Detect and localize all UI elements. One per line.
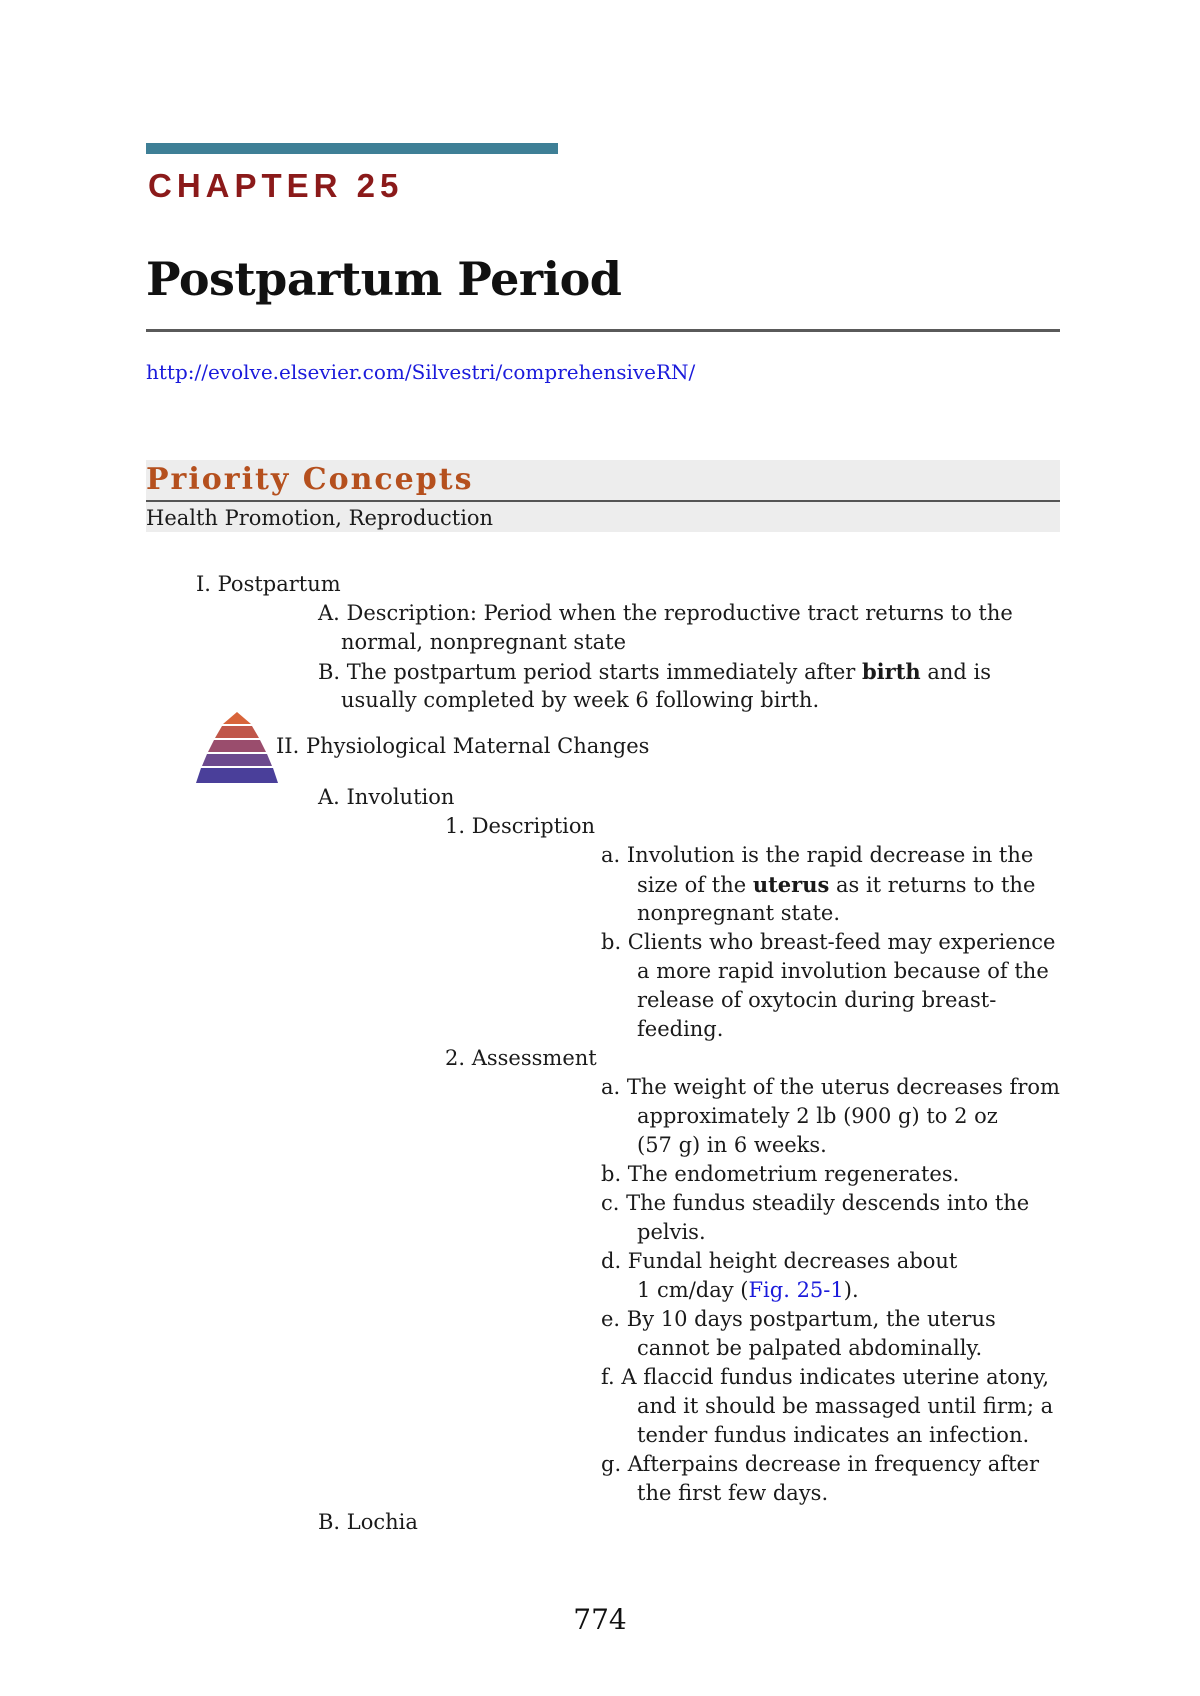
outline-item xyxy=(318,661,991,683)
outline-item: c. The fundus steadily descends into the xyxy=(601,1191,1030,1215)
outline-item-continuation: feeding. xyxy=(637,1017,724,1041)
text-fragment: B. The postpartum period starts immediately after xyxy=(318,660,862,684)
outline-subheading: 1. Description xyxy=(445,814,596,838)
outline-item-continuation: approximately 2 lb (900 g) to 2 oz xyxy=(637,1104,998,1128)
outline-item-continuation: (57 g) in 6 weeks. xyxy=(637,1133,827,1157)
bold-term: uterus xyxy=(752,872,830,897)
outline-item-continuation: cannot be palpated abdominally. xyxy=(637,1336,983,1360)
chapter-label: CHAPTER 25 xyxy=(148,167,404,204)
outline-item-continuation: and it should be massaged until firm; a xyxy=(637,1394,1054,1418)
outline-item: e. By 10 days postpartum, the uterus xyxy=(601,1307,996,1331)
outline-item: f. A flaccid fundus indicates uterine atony, xyxy=(601,1365,1049,1389)
outline-item-continuation: nonpregnant state. xyxy=(637,901,841,925)
outline-item: A. Description: Period when the reproductive tract returns to the xyxy=(318,601,1013,625)
outline-item-continuation: tender fundus indicates an infection. xyxy=(637,1423,1030,1447)
text-fragment: ). xyxy=(843,1278,859,1302)
chapter-title: Postpartum Period xyxy=(146,252,622,306)
outline-item-continuation: normal, nonpregnant state xyxy=(341,630,627,654)
figure-reference-link[interactable]: Fig. 25-1 xyxy=(748,1278,844,1302)
bold-term: birth xyxy=(861,659,921,684)
page-number: 774 xyxy=(573,1603,627,1636)
text-fragment: and is xyxy=(920,660,992,684)
outline-item: b. Clients who breast-feed may experience xyxy=(601,930,1056,954)
outline-item: A. Involution xyxy=(318,785,455,809)
priority-concepts-heading: Priority Concepts xyxy=(146,462,474,497)
outline-item-continuation: the first few days. xyxy=(637,1481,829,1505)
outline-item: d. Fundal height decreases about xyxy=(601,1249,958,1273)
section-heading: I. Postpartum xyxy=(196,572,341,596)
outline-item-continuation xyxy=(637,874,1035,896)
text-fragment: size of the xyxy=(637,873,753,897)
priority-concepts-divider xyxy=(146,500,1060,502)
section-heading: II. Physiological Maternal Changes xyxy=(276,734,650,758)
outline-item-continuation xyxy=(637,1280,859,1301)
outline-item: g. Afterpains decrease in frequency after xyxy=(601,1452,1039,1476)
outline-item: a. The weight of the uterus decreases from xyxy=(601,1075,1060,1099)
priority-concepts-list: Health Promotion, Reproduction xyxy=(146,506,494,530)
title-divider xyxy=(146,329,1060,332)
outline-item-continuation: pelvis. xyxy=(637,1220,706,1244)
text-fragment: as it returns to the xyxy=(829,873,1036,897)
chapter-accent-bar xyxy=(146,143,558,154)
text-fragment: 1 cm/day ( xyxy=(637,1278,749,1302)
evolve-url-link[interactable]: http://evolve.elsevier.com/Silvestri/comprehensiveRN/ xyxy=(146,360,696,384)
outline-item: B. Lochia xyxy=(318,1510,418,1534)
outline-subheading: 2. Assessment xyxy=(445,1046,597,1070)
outline-item-continuation: usually completed by week 6 following birth. xyxy=(341,688,820,712)
outline-item: a. Involution is the rapid decrease in the xyxy=(601,843,1034,867)
pyramid-icon xyxy=(196,712,278,784)
outline-item: b. The endometrium regenerates. xyxy=(601,1162,960,1186)
outline-item-continuation: a more rapid involution because of the xyxy=(637,959,1049,983)
outline-item-continuation: release of oxytocin during breast- xyxy=(637,988,997,1012)
